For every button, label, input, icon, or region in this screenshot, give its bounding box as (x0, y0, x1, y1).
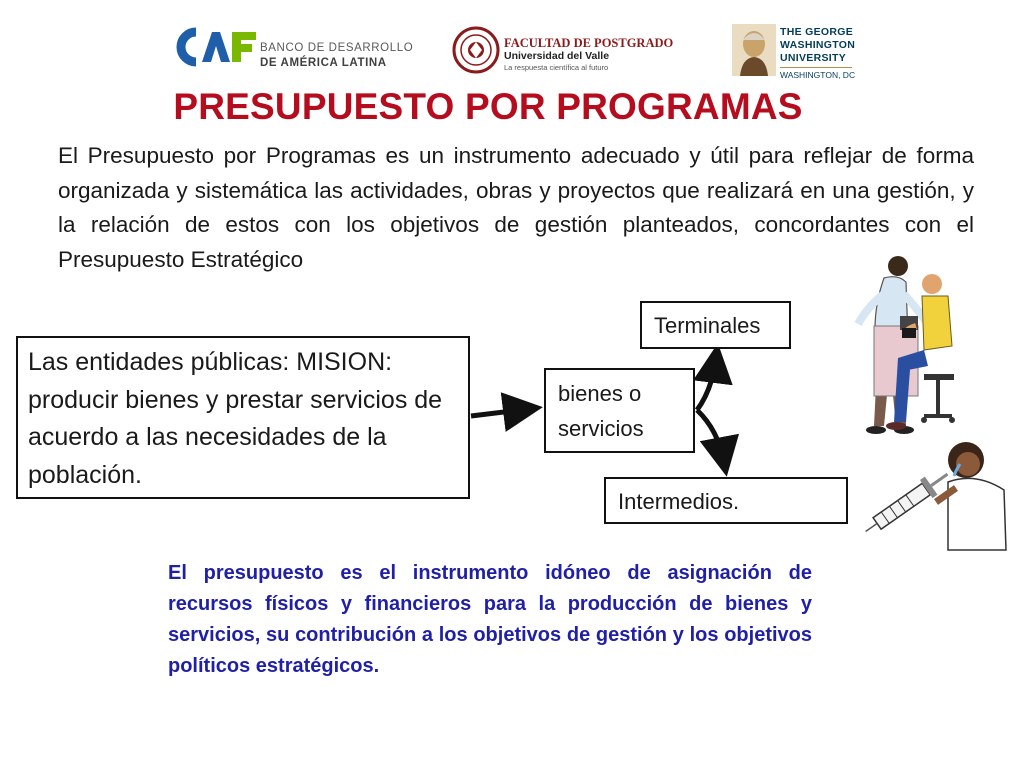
terminal-box: Terminales (640, 301, 791, 349)
gwu-line-1: THE GEORGE (780, 26, 854, 38)
doctor-patient-illustration (828, 254, 968, 438)
nurse-syringe-illustration (856, 432, 1016, 554)
intermediate-box: Intermedios. (604, 477, 848, 524)
output-to-intermediate-arrow (697, 410, 724, 462)
output-to-terminal-arrow (697, 358, 716, 410)
univalle-tagline: La respuesta científica al futuro (504, 63, 609, 72)
mission-box: Las entidades públicas: MISION: producir bienes y prestar servicios de acuerdo a las necesidades de la población. (16, 336, 470, 499)
goods-services-box: bienes o servicios (544, 368, 695, 453)
gwu-line-3: UNIVERSITY (780, 52, 847, 64)
gwu-line-2: WASHINGTON (780, 39, 856, 51)
mission-to-output-arrow (471, 409, 528, 416)
page-title: PRESUPUESTO POR PROGRAMAS (173, 86, 803, 127)
budget-note: El presupuesto es el instrumento idóneo de asignación de recursos físicos y financieros para la producción de bienes y servicios, su contribución a los objetivos de gestión y los objetivos políticos estratégicos. (168, 562, 812, 677)
caf-line-1: BANCO DE DESARROLLO (260, 42, 414, 54)
univalle-subtitle: Universidad del Valle (504, 50, 610, 62)
intro-paragraph: El Presupuesto por Programas es un instrumento adecuado y útil para reflejar de forma organizada y sistemática las actividades, obras y proyectos que realizará en una gestión, y la relación de estos con los objetivos de gestión planteados, concordantes con el Presupuesto Estratégico (58, 143, 974, 272)
gwu-city: WASHINGTON, DC (780, 67, 852, 80)
caf-line-2: DE AMÉRICA LATINA (260, 57, 387, 69)
univalle-title: FACULTAD DE POSTGRADO (504, 36, 674, 50)
